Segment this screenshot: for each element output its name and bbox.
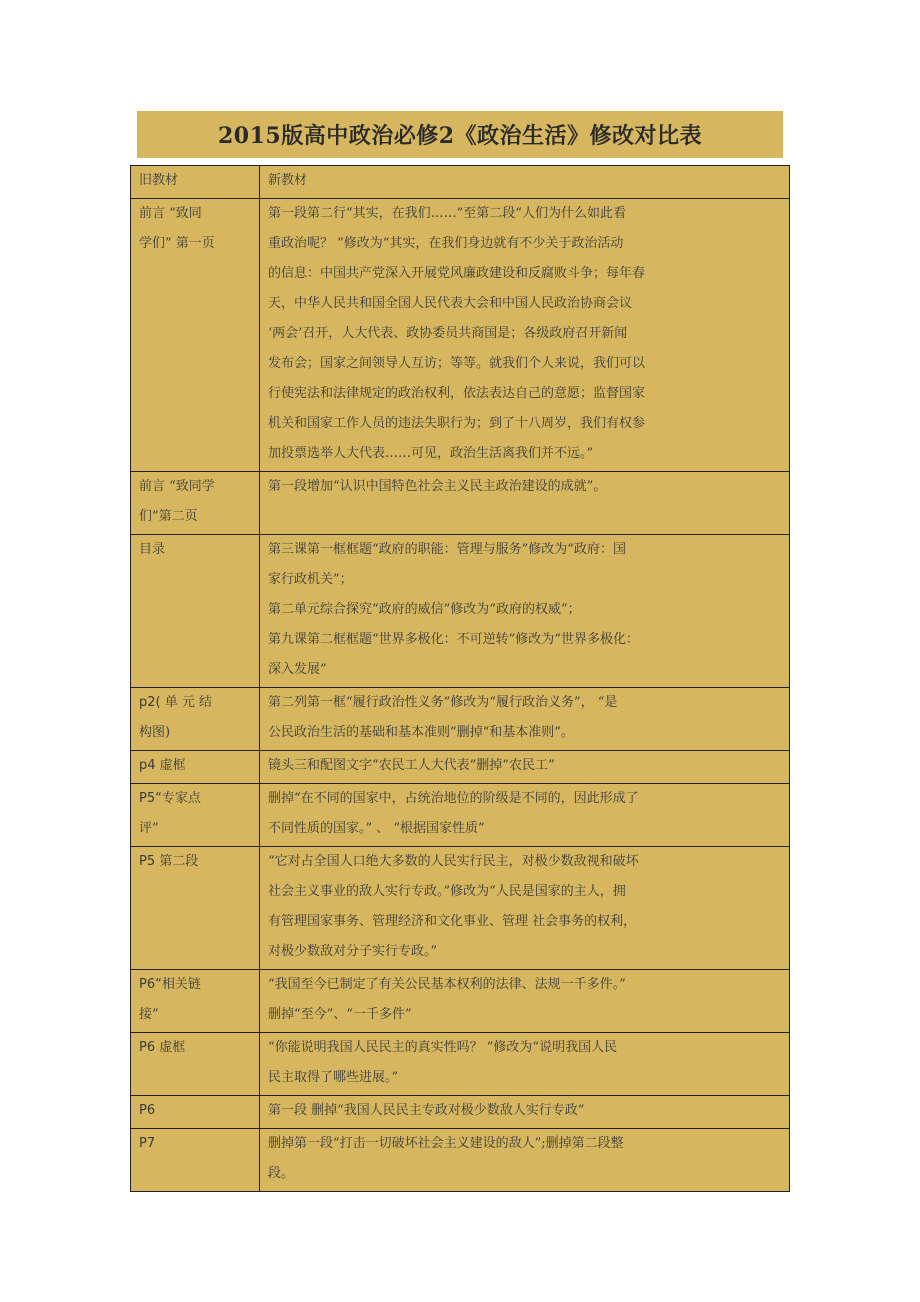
table-body — [131, 166, 790, 1192]
old-textbook-line: P6 虚框 — [139, 1040, 186, 1055]
new-textbook-line: “我国至今已制定了有关公民基本权利的法律、法规一千多件。” — [268, 977, 626, 992]
new-textbook-line: 的信息：中国共产党深入开展党风廉政建设和反腐败斗争；每年春 — [268, 266, 646, 281]
old-textbook-cell — [131, 751, 260, 784]
new-textbook-cell — [260, 751, 790, 784]
table-row — [131, 1033, 790, 1096]
new-textbook-line: 第三课第一框框题“政府的职能：管理与服务”修改为“政府：国 — [268, 542, 626, 557]
new-textbook-line: 第二列第一框“履行政治性义务”修改为“履行政治义务”， “是 — [268, 695, 618, 710]
new-textbook-cell — [260, 199, 790, 472]
old-textbook-line: 学们” 第一页 — [139, 236, 215, 251]
old-textbook-line: P5 第二段 — [139, 854, 199, 869]
new-textbook-line: ‘两会’召开，人大代表、政协委员共商国是；各级政府召开新闻 — [268, 326, 628, 341]
new-textbook-line: 第二单元综合探究“政府的威信”修改为“政府的权威”； — [268, 602, 581, 617]
new-textbook-line: 公民政治生活的基础和基本准则”删掉“和基本准则”。 — [268, 725, 574, 740]
table-row — [131, 1129, 790, 1192]
new-textbook-cell — [260, 847, 790, 970]
new-textbook-line: 机关和国家工作人员的违法失职行为；到了十八周岁，我们有权参 — [268, 416, 646, 431]
page-title: 2015版高中政治必修2《政治生活》修改对比表 — [217, 123, 703, 149]
old-textbook-cell — [131, 199, 260, 472]
new-textbook-line: 深入发展” — [268, 662, 327, 677]
new-textbook-line: 重政治呢？ ”修改为“其实，在我们身边就有不少关于政治活动 — [268, 236, 624, 251]
new-textbook-line: 社会主义事业的敌人实行专政。”修改为“人民是国家的主人，拥 — [268, 884, 626, 899]
old-textbook-line: P6“相关链 — [139, 977, 201, 992]
old-textbook-cell — [131, 970, 260, 1033]
old-textbook-cell — [131, 1033, 260, 1096]
new-textbook-line: 第一段第二行“其实，在我们……”至第二段“人们为什么如此看 — [268, 206, 626, 221]
new-textbook-line: 天，中华人民共和国全国人民代表大会和中国人民政治协商会议 — [268, 296, 633, 311]
new-textbook-line — [268, 502, 781, 532]
new-textbook-cell — [260, 688, 790, 751]
new-textbook-line: 删掉“在不同的国家中，占统治地位的阶级是不同的，因此形成了 — [268, 791, 639, 806]
old-textbook-cell — [131, 784, 260, 847]
new-textbook-line: 第九课第二框框题“世界多极化：不可逆转”修改为“世界多极化： — [268, 632, 639, 647]
new-textbook-line: 第一段 删掉“我国人民民主专政对极少数敌人实行专政” — [268, 1103, 585, 1118]
new-textbook-line: 民主取得了哪些进展。” — [268, 1070, 399, 1085]
new-textbook-line: 加投票选举人大代表……可见，政治生活离我们并不远。” — [268, 446, 594, 461]
table-row — [131, 688, 790, 751]
table-row — [131, 472, 790, 535]
new-textbook-cell — [260, 1129, 790, 1192]
header-old: 旧教材 — [131, 166, 260, 199]
old-textbook-line: 前言 “致同学 — [139, 479, 215, 494]
table-row — [131, 847, 790, 970]
new-textbook-line: 发布会；国家之间领导人互访；等等。就我们个人来说，我们可以 — [268, 356, 646, 371]
table-row — [131, 535, 790, 688]
new-textbook-cell — [260, 1096, 790, 1129]
table-row — [131, 751, 790, 784]
new-textbook-cell — [260, 535, 790, 688]
old-textbook-cell — [131, 1096, 260, 1129]
header-new: 新教材 — [260, 166, 790, 199]
old-textbook-line: P7 — [139, 1136, 156, 1151]
table-row — [131, 199, 790, 472]
new-textbook-line: 有管理国家事务、管理经济和文化事业、管理 社会事务的权利， — [268, 914, 637, 929]
comparison-table — [130, 165, 790, 1192]
old-textbook-cell — [131, 535, 260, 688]
old-textbook-line: p4 虚框 — [139, 758, 186, 773]
new-textbook-cell — [260, 472, 790, 535]
new-textbook-line: 第一段增加“认识中国特色社会主义民主政治建设的成就”。 — [268, 479, 607, 494]
header-row — [131, 166, 790, 199]
new-textbook-cell — [260, 970, 790, 1033]
old-textbook-line: P5“专家点 — [139, 791, 201, 806]
title-banner — [137, 111, 783, 158]
old-textbook-cell — [131, 847, 260, 970]
old-textbook-line: 们”第二页 — [139, 509, 198, 524]
new-textbook-line: “它对占全国人口绝大多数的人民实行民主，对极少数敌视和破坏 — [268, 854, 639, 869]
new-textbook-cell — [260, 1033, 790, 1096]
new-textbook-line: “你能说明我国人民民主的真实性吗？ ”修改为“说明我国人民 — [268, 1040, 618, 1055]
old-textbook-line: 评” — [139, 821, 159, 836]
table-row — [131, 1096, 790, 1129]
old-textbook-line: 接” — [139, 1007, 159, 1022]
new-textbook-line: 对极少数敌对分子实行专政。” — [268, 944, 438, 959]
old-textbook-cell — [131, 1129, 260, 1192]
new-textbook-line: 行使宪法和法律规定的政治权利，依法表达自己的意愿；监督国家 — [268, 386, 646, 401]
old-textbook-line: p2( 单 元 结 — [139, 695, 212, 710]
old-textbook-cell — [131, 472, 260, 535]
table-row — [131, 784, 790, 847]
new-textbook-line: 段。 — [268, 1166, 295, 1181]
new-textbook-line: 删掉第一段“打击一切破坏社会主义建设的敌人”;删掉第二段整 — [268, 1136, 624, 1151]
new-textbook-cell — [260, 784, 790, 847]
old-textbook-line: P6 — [139, 1103, 156, 1118]
old-textbook-line: 前言 “致同 — [139, 206, 202, 221]
old-textbook-cell — [131, 688, 260, 751]
old-textbook-line: 构图) — [139, 725, 171, 740]
new-textbook-line: 删掉“至今”、“一千多件” — [268, 1007, 412, 1022]
new-textbook-line: 家行政机关”； — [268, 572, 353, 587]
new-textbook-line: 镜头三和配图文字“农民工人大代表”删掉“农民工” — [268, 758, 555, 773]
old-textbook-line: 目录 — [139, 542, 166, 557]
table-row — [131, 970, 790, 1033]
new-textbook-line: 不同性质的国家。” 、 “根据国家性质” — [268, 821, 485, 836]
